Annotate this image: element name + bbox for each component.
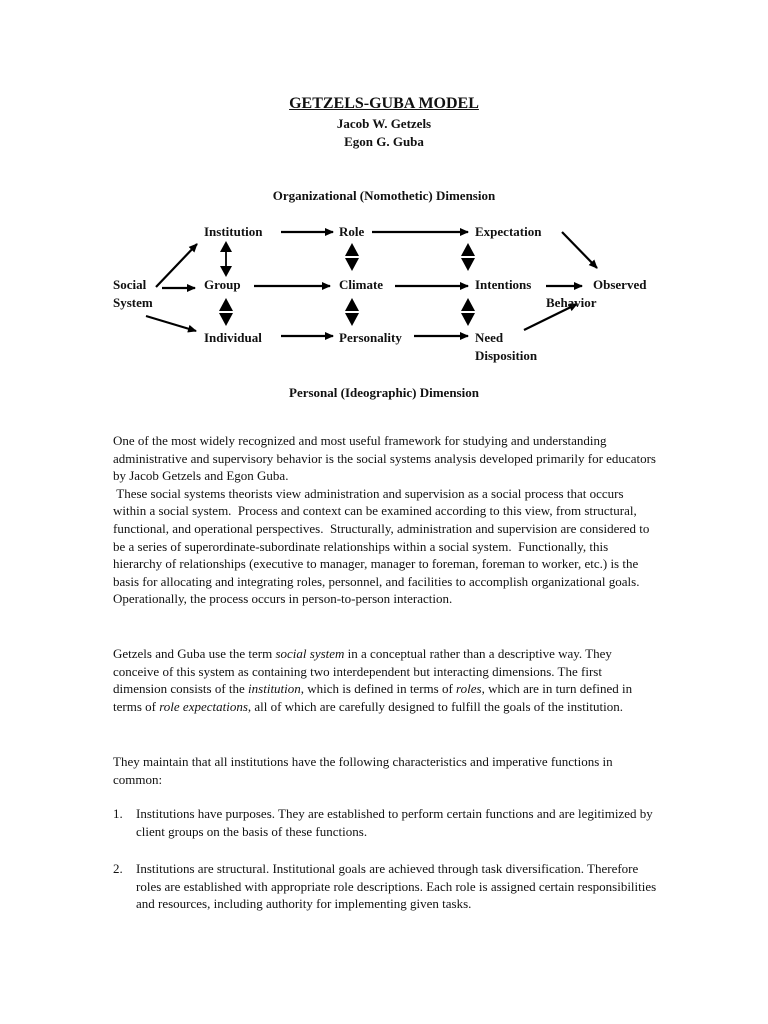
nomothetic-dimension-label: Organizational (Nomothetic) Dimension bbox=[272, 188, 496, 203]
paragraph-intro bbox=[113, 432, 658, 608]
text-segment: , which are in turn defined in terms of bbox=[113, 681, 633, 714]
arrow-expectation-to-observed bbox=[562, 232, 597, 268]
author-guba: Egon G. Guba bbox=[344, 134, 424, 149]
node-role: Role bbox=[339, 224, 365, 239]
arrow-social-to-individual bbox=[146, 316, 196, 331]
list-number: 2. bbox=[113, 861, 123, 876]
double-arrow-group-individual bbox=[219, 298, 233, 326]
node-group: Group bbox=[204, 277, 241, 292]
double-arrow-expectation-intentions bbox=[461, 243, 475, 271]
list-number: 1. bbox=[113, 806, 123, 821]
term-social-system: social system bbox=[275, 646, 345, 661]
node-institution: Institution bbox=[204, 224, 263, 239]
double-arrow-role-climate bbox=[345, 243, 359, 271]
double-arrow-institution-group bbox=[220, 241, 232, 277]
ideographic-dimension-label: Personal (Ideographic) Dimension bbox=[289, 385, 479, 400]
term-roles: roles bbox=[456, 681, 482, 697]
list-text: Institutions have purposes. They are established to perform certain functions and are legitimized by client groups on the basis of these functions. bbox=[136, 806, 653, 839]
text-segment: , all of which are carefully designed to fulfill the goals of the institution. bbox=[247, 698, 624, 714]
node-personality: Personality bbox=[339, 330, 402, 345]
paragraph-process-text: These social systems theorists view administration and supervision as a social process that occurs within a social system. Process and context can be examined according to this view, from structural, functional, and operational perspectives. Structurally, administration and supervision are considered to be a series of superordinate-subordinate relationships within a social system. Functionally, this hierarchy of relationships (executive to manager, manager to foreman, foreman to worker, etc.) is the basis for allocating and integrating roles, personnel, and facilities to accomplish organizational goals. Operationally, the process occurs in person-to-person interaction. bbox=[113, 485, 653, 607]
node-observed: Observed bbox=[593, 277, 647, 292]
node-social: Social bbox=[113, 277, 147, 292]
text-segment: Getzels and Guba use the term bbox=[113, 646, 276, 661]
node-behavior: Behavior bbox=[546, 295, 597, 310]
arrow-social-to-institution bbox=[156, 244, 197, 287]
node-individual: Individual bbox=[204, 330, 262, 345]
double-arrow-intentions-need bbox=[461, 298, 475, 326]
node-climate: Climate bbox=[339, 277, 384, 292]
term-role-expectations: role expectations bbox=[159, 698, 248, 714]
node-expectation: Expectation bbox=[475, 224, 542, 239]
node-need: Need bbox=[475, 330, 504, 345]
node-intentions: Intentions bbox=[475, 277, 532, 292]
double-arrow-climate-personality bbox=[345, 298, 359, 326]
node-system: System bbox=[113, 295, 153, 310]
text-segment: , which is defined in terms of bbox=[300, 681, 457, 697]
list-text: Institutions are structural. Institutional goals are achieved through task diversification. Therefore roles are established with appropriate role descriptions. Each role is assigned certain responsibilities and resources, including authority for implementing given tasks. bbox=[136, 861, 657, 912]
paragraph-social-system bbox=[113, 645, 658, 715]
text-segment: in a conceptual rather than a descriptive way. They conceive of this system as containing two interdependent but interacting dimensions. The first dimension consists of the bbox=[113, 646, 612, 697]
document-title: GETZELS-GUBA MODEL bbox=[289, 95, 479, 112]
author-getzels: Jacob W. Getzels bbox=[336, 116, 432, 131]
paragraph-intro-text: One of the most widely recognized and most useful framework for studying and understanding administrative and supervisory behavior is the social systems analysis developed primarily for educators by Jacob Getzels and Egon Guba. bbox=[113, 433, 656, 484]
paragraph-characteristics: They maintain that all institutions have the following characteristics and imperative functions in common: bbox=[113, 754, 613, 787]
term-institution: institution bbox=[248, 681, 301, 697]
node-disposition: Disposition bbox=[475, 348, 538, 363]
